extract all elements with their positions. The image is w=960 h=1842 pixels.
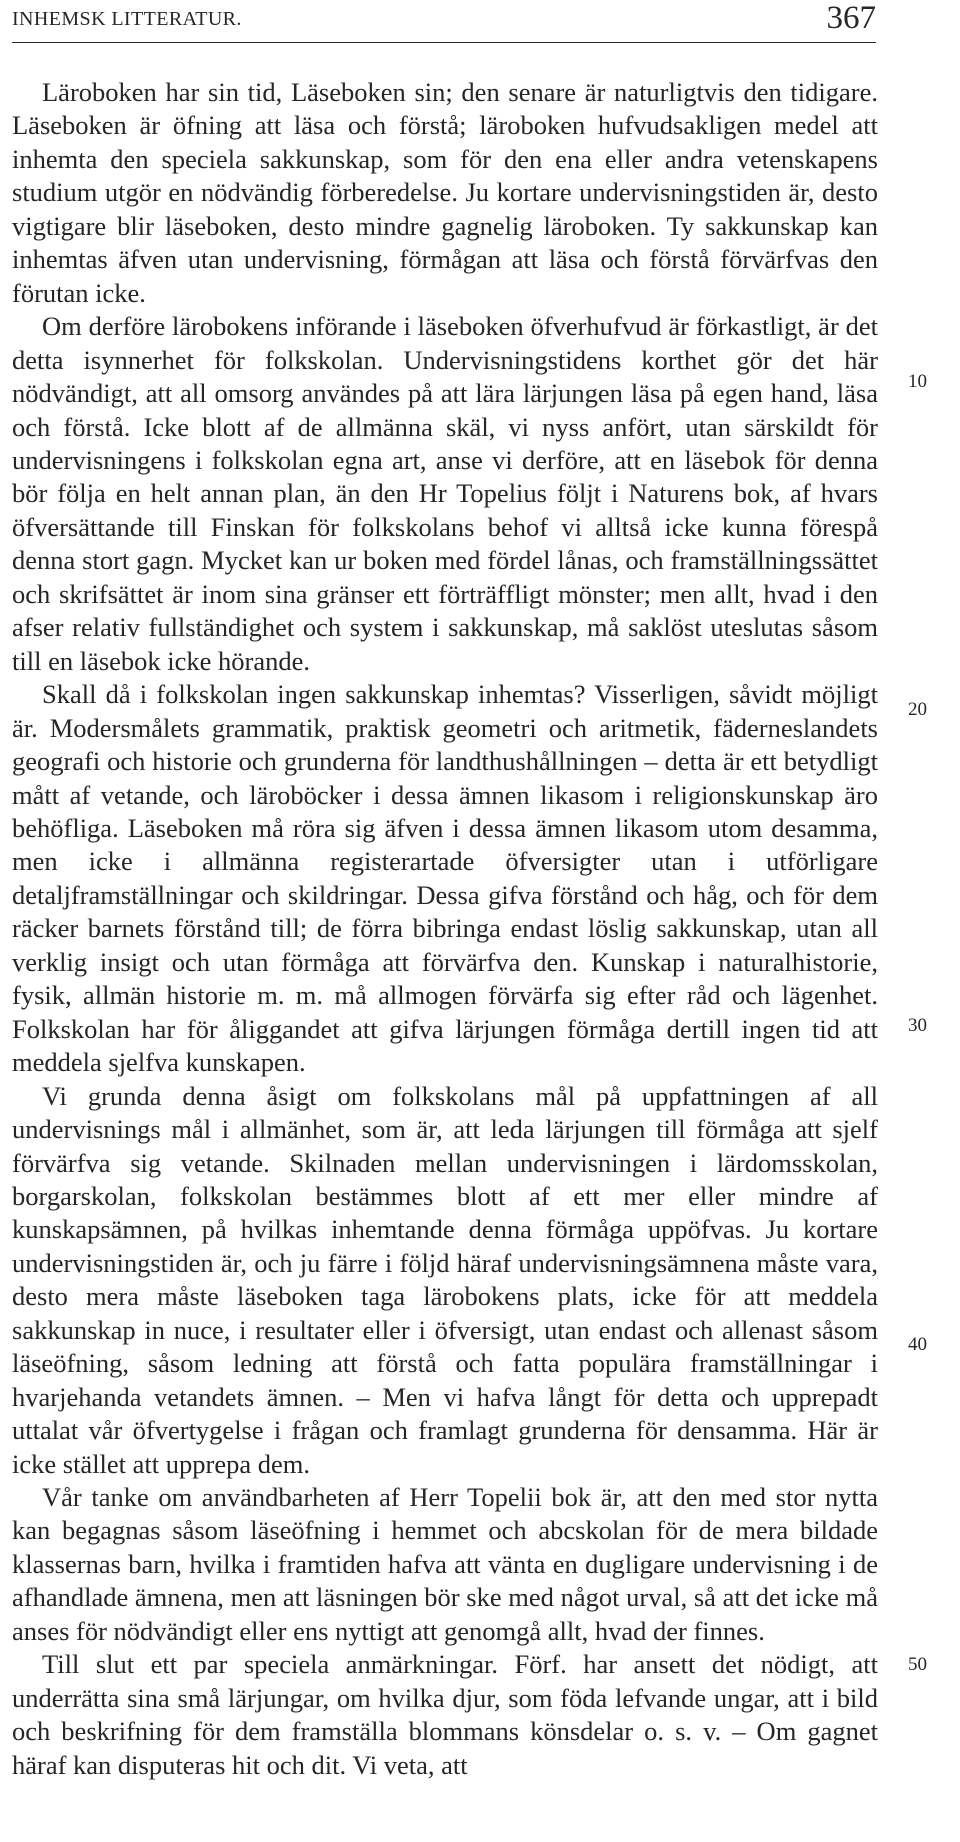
line-number: 10 <box>908 371 927 392</box>
paragraph: Till slut ett par speciela anmärkningar. Förf. har ansett det nödigt, att underrätta sina små lärjungar, om hvilka djur, som föda lefvande ungar, att i bild och beskrifning för dem framställa blommans könsdelar o. s. v. – Om gagnet häraf kan disputeras hit och dit. Vi veta, att <box>12 1649 878 1780</box>
line-number: 50 <box>908 1654 927 1675</box>
paragraph: Vår tanke om användbarheten af Herr Topelii bok är, att den med stor nytta kan begagnas såsom läseöfning i hemmet och abcskolan för de mera bildade klassernas barn, hvilka i framtiden hafva att vänta en dugligare undervisning i de afhandlade ämnena, men att läsningen bör ske med något urval, så att det icke må anses för nödvändigt eller ens nyttigt att genomgå allt, hvad der finnes. <box>12 1482 878 1646</box>
paragraph: Vi grunda denna åsigt om folkskolans mål på uppfattningen af all undervisnings mål i allmänhet, som är, att leda lärjungen till förmåga att sjelf förvärfva sig vetande. Skilnaden mellan undervisningen i lärdomsskolan, borgarskolan, folkskolan bestämmes blott af ett mer eller mindre af kunskapsämnen, på hvilkas inhemtande denna förmåga uppöfvas. Ju kortare undervisningstiden är, och ju färre i följd häraf undervisningsämnena måste vara, desto mera måste läseboken taga lärobokens plats, icke för att meddela sakkunskap in nuce, i resultater eller i öfversigt, utan endast och allenast såsom läseöfning, såsom ledning att förstå och fatta populära framställningar i hvarjehanda vetandets ämnen. – Men vi hafva långt för detta och upprepadt uttalat vår öfvertygelse i frågan och framlagt grunderna för densamma. Här är icke stället att upprepa dem. <box>12 1080 878 1479</box>
line-number: 40 <box>908 1334 927 1355</box>
paragraph: Skall då i folkskolan ingen sakkunskap inhemtas? Visserligen, såvidt möjligt är. Modersmålets grammatik, praktisk geometri och aritmetik, fäderneslandets geografi och historie och grunderna för landthushållningen – detta är ett betydligt mått af vetande, och läroböcker i dessa ämnen likasom i religionskunskap äro behöfliga. Läseboken må röra sig äfven i dessa ämnen likasom utom desamma, men icke i allmänna registerartade öfversigter utan i utförligare detaljframställningar och skildringar. Dessa gifva förstånd och håg, och för dem räcker barnets förstånd till; de förra bibringa endast löslig sakkunskap, utan all verklig insigt och utan förmåga att förvärfva den. Kunskap i naturalhistorie, fysik, allmän historie m. m. må allmogen förvärfa sig efter råd och lägenhet. Folkskolan har för åliggandet att gifva lärjungen förmåga dertill ingen tid att meddela sjelfva kunskapen. <box>12 679 878 1078</box>
running-head: INHEMSK LITTERATUR. <box>12 8 242 30</box>
line-number: 20 <box>908 699 927 720</box>
paragraph: Om derföre lärobokens införande i läseboken öfverhufvud är förkastligt, är det detta isynnerhet för folkskolan. Undervisningstidens korthet gör det här nödvändigt, att all omsorg användes på att lära lärjungen läsa på egen hand, läsa och förstå. Icke blott af de allmänna skäl, vi nyss anfört, utan särskildt för undervisningens i folkskolan egna art, anse vi derföre, att en läsebok för denna bör följa en helt annan plan, än den Hr Topelius följt i Naturens bok, af hvars öfversättande till Finskan för folkskolans behof vi alltså icke kunna förespå denna stort gagn. Mycket kan ur boken med fördel lånas, och framställningssättet och skrifsättet är inom sina gränser ett förträffligt mönster; men allt, hvad i den afser relativ fullständighet och system i sakkunskap, må saklöst uteslutas såsom till en läsebok icke hörande. <box>12 311 878 676</box>
body-text <box>12 76 878 1782</box>
line-number-margin <box>908 0 960 1842</box>
page-header <box>12 0 876 43</box>
paragraph: Läroboken har sin tid, Läseboken sin; den senare är naturligtvis den tidigare. Läseboken är öfning att läsa och förstå; läroboken hufvudsakligen medel att inhemta den speciela sakkunskap, som för den ena eller andra vetenskapens studium utgör en nödvändig förberedelse. Ju kortare undervisningstiden är, desto vigtigare blir läseboken, desto mindre gagnelig läroboken. Ty sakkunskap kan inhemtas äfven utan undervisning, förmågan att läsa och förstå förvärfvas den förutan icke. <box>12 77 878 308</box>
line-number: 30 <box>908 1015 927 1036</box>
page-number: 367 <box>826 0 876 36</box>
